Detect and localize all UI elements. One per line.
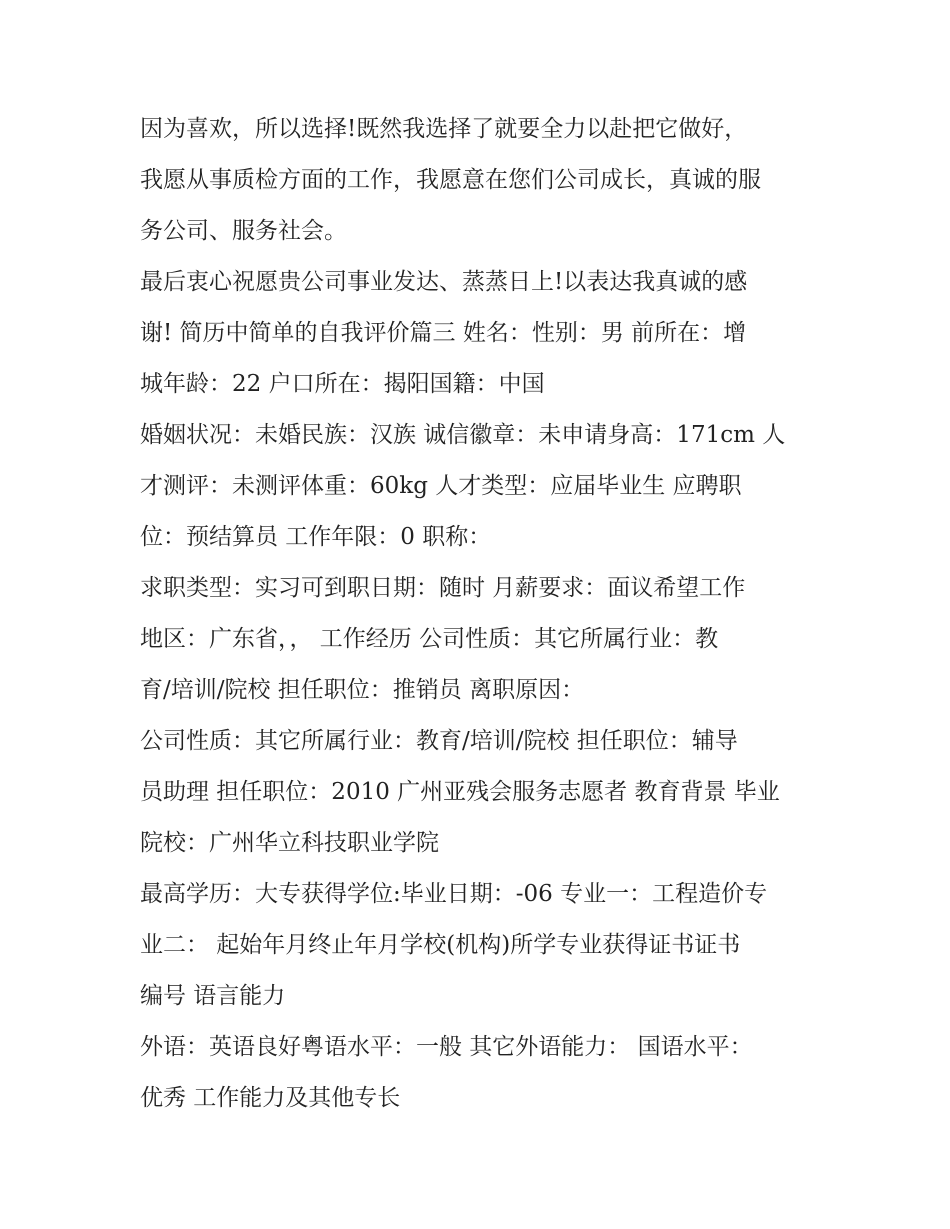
text-line: 才测评：未测评体重：60kg 人才类型：应届毕业生 应聘职 [140,473,742,499]
text-line: 谢! 简历中简单的自我评价篇三 姓名：性别：男 前所在：增 [140,320,747,346]
body-text [140,104,840,1124]
text-line: 最高学历：大专获得学位:毕业日期：-06 专业一：工程造价专 [140,881,768,907]
text-line: 育/培训/院校 担任职位：推销员 离职原因： [140,677,585,703]
text-line: 业二： 起始年月终止年月学校(机构)所学专业获得证书证书 [140,932,741,958]
text-line: 员助理 担任职位：2010 广州亚残会服务志愿者 教育背景 毕业 [140,779,780,805]
text-line: 因为喜欢，所以选择!既然我选择了就要全力以赴把它做好， [140,116,748,142]
text-line: 地区：广东省，， 工作经历 公司性质：其它所属行业：教 [140,626,719,652]
text-line: 编号 语言能力 [140,983,286,1009]
text-line: 婚姻状况：未婚民族：汉族 诚信徽章：未申请身高：171cm 人 [140,422,786,448]
text-line: 求职类型：实习可到职日期：随时 月薪要求：面议希望工作 [140,575,746,601]
text-line: 我愿从事质检方面的工作，我愿意在您们公司成长，真诚的服 [140,167,761,193]
text-line: 务公司、服务社会。 [140,218,347,244]
text-line: 优秀 工作能力及其他专长 [140,1085,401,1111]
text-line: 院校：广州华立科技职业学院 [140,830,439,856]
text-line: 外语：英语良好粤语水平：一般 其它外语能力： 国语水平： [140,1034,753,1060]
text-line: 公司性质：其它所属行业：教育/培训/院校 担任职位：辅导 [140,728,738,754]
text-line: 最后衷心祝愿贵公司事业发达、蒸蒸日上!以表达我真诚的感 [140,269,748,295]
text-line: 城年龄：22 户口所在：揭阳国籍：中国 [140,371,545,397]
text-line: 位：预结算员 工作年限：0 职称： [140,524,492,550]
